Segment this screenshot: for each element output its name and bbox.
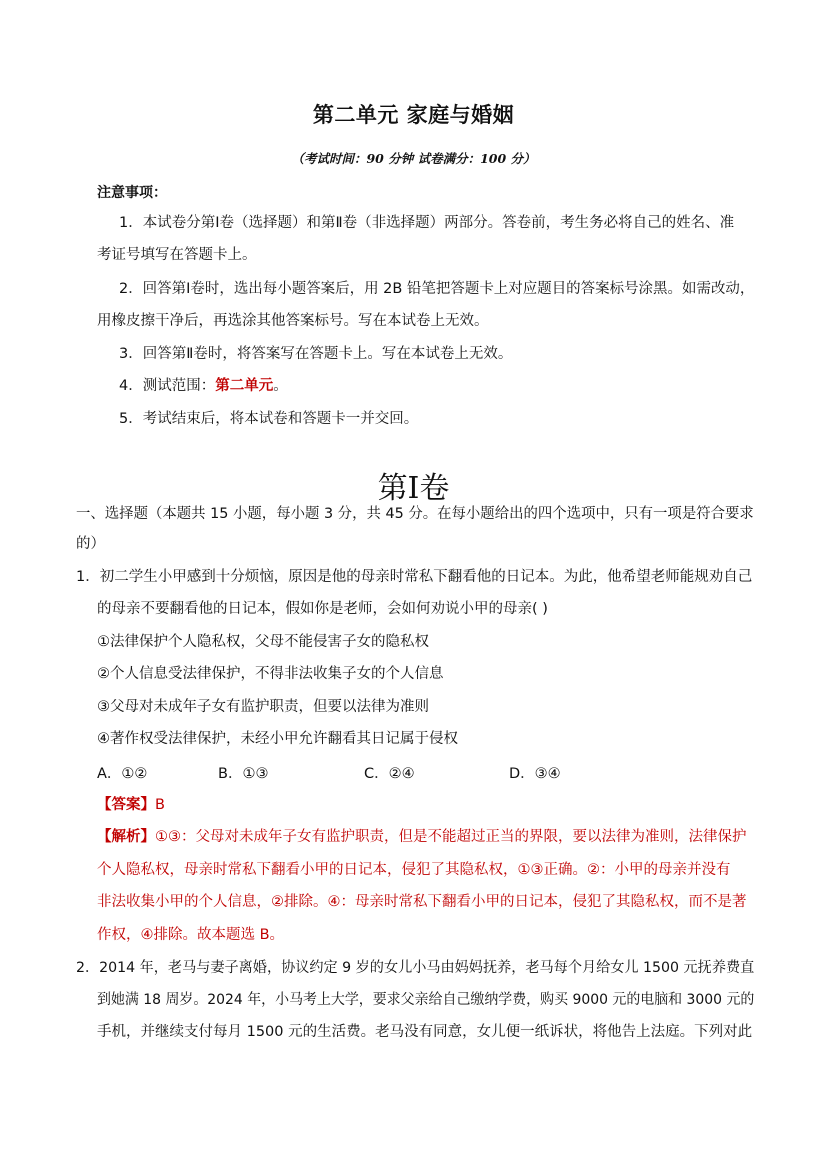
exam-time-info: （考试时间：90 分钟 试卷满分：100 分） [291, 151, 536, 166]
question-1-line-1: 1．初二学生小甲感到十分烦恼，原因是他的母亲时常私下翻看他的日记本。为此，他希望老师能规劝自己 [76, 569, 753, 585]
question-1-statement-2: ②个人信息受法律保护，不得非法收集子女的个人信息 [97, 666, 444, 682]
question-1-answer [97, 795, 165, 815]
explanation-line-2: 个人隐私权，母亲时常私下翻看小甲的日记本，侵犯了其隐私权，①③正确。②：小甲的母亲并没有 [97, 862, 731, 878]
page-title: 第二单元 家庭与婚姻 [312, 103, 515, 127]
question-1-option-d: D．③④ [509, 766, 561, 782]
explanation-line-1 [97, 827, 747, 847]
explanation-line-3: 非法收集小甲的个人信息，②排除。④：母亲时常私下翻看小甲的日记本，侵犯了其隐私权，而不是著 [97, 894, 747, 910]
test-range: 第二单元 [215, 378, 274, 394]
question-2-line-1: 2．2014 年，老马与妻子离婚，协议约定 9 岁的女儿小马由妈妈抚养，老马每个月给女儿 1500 元抚养费直 [76, 960, 755, 976]
note-2-line-2: 用橡皮擦干净后，再选涂其他答案标号。写在本试卷上无效。 [97, 313, 489, 329]
explanation-line-4: 作权，④排除。故本题选 B。 [97, 927, 285, 943]
notes-heading: 注意事项： [97, 185, 167, 201]
note-1-line-2: 考证号填写在答题卡上。 [97, 247, 257, 263]
question-1-line-2: 的母亲不要翻看他的日记本，假如你是老师，会如何劝说小甲的母亲( ) [97, 601, 548, 617]
note-3: 3．回答第Ⅱ卷时，将答案写在答题卡上。写在本试卷上无效。 [119, 346, 513, 362]
question-1-option-b: B．①③ [218, 766, 269, 782]
question-1-statement-3: ③父母对未成年子女有监护职责，但要以法律为准则 [97, 699, 429, 715]
volume-title: 第Ⅰ卷 [377, 471, 450, 506]
question-1-statement-4: ④著作权受法律保护，未经小甲允许翻看其日记属于侵权 [97, 731, 458, 747]
note-4-suffix: 。 [273, 378, 288, 394]
question-1-statement-1: ①法律保护个人隐私权，父母不能侵害子女的隐私权 [97, 634, 429, 650]
note-1-line-1: 1．本试卷分第Ⅰ卷（选择题）和第Ⅱ卷（非选择题）两部分。答卷前，考生务必将自己的姓名、准 [119, 215, 735, 231]
question-2-line-2: 到她满 18 周岁。2024 年，小马考上大学，要求父亲给自己缴纳学费，购买 9000 元的电脑和 3000 元的 [97, 992, 755, 1008]
explanation-text-1: ①③：父母对未成年子女有监护职责，但是不能超过正当的界限，要以法律为准则，法律保护 [155, 829, 747, 845]
question-2-line-3: 手机，并继续支付每月 1500 元的生活费。老马没有同意，女儿便一纸诉状，将他告上法庭。下列对此 [97, 1024, 753, 1040]
note-5: 5．考试结束后，将本试卷和答题卡一并交回。 [119, 411, 419, 427]
question-1-option-c: C．②④ [364, 766, 415, 782]
explanation-label: 【解析】 [97, 829, 155, 845]
section-instructions-line-1: 一、选择题（本题共 15 小题，每小题 3 分，共 45 分。在每小题给出的四个选项中，只有一项是符合要求 [76, 506, 754, 522]
answer-label: 【答案】 [97, 797, 155, 813]
note-4 [119, 376, 288, 396]
section-instructions-line-2: 的） [76, 536, 105, 552]
question-1-option-a: A．①② [97, 766, 148, 782]
answer-value: B [155, 797, 165, 813]
note-2-line-1: 2．回答第Ⅰ卷时，选出每小题答案后，用 2B 铅笔把答题卡上对应题目的答案标号涂黑。如需改动， [119, 281, 755, 297]
note-4-prefix: 4．测试范围： [119, 378, 216, 394]
